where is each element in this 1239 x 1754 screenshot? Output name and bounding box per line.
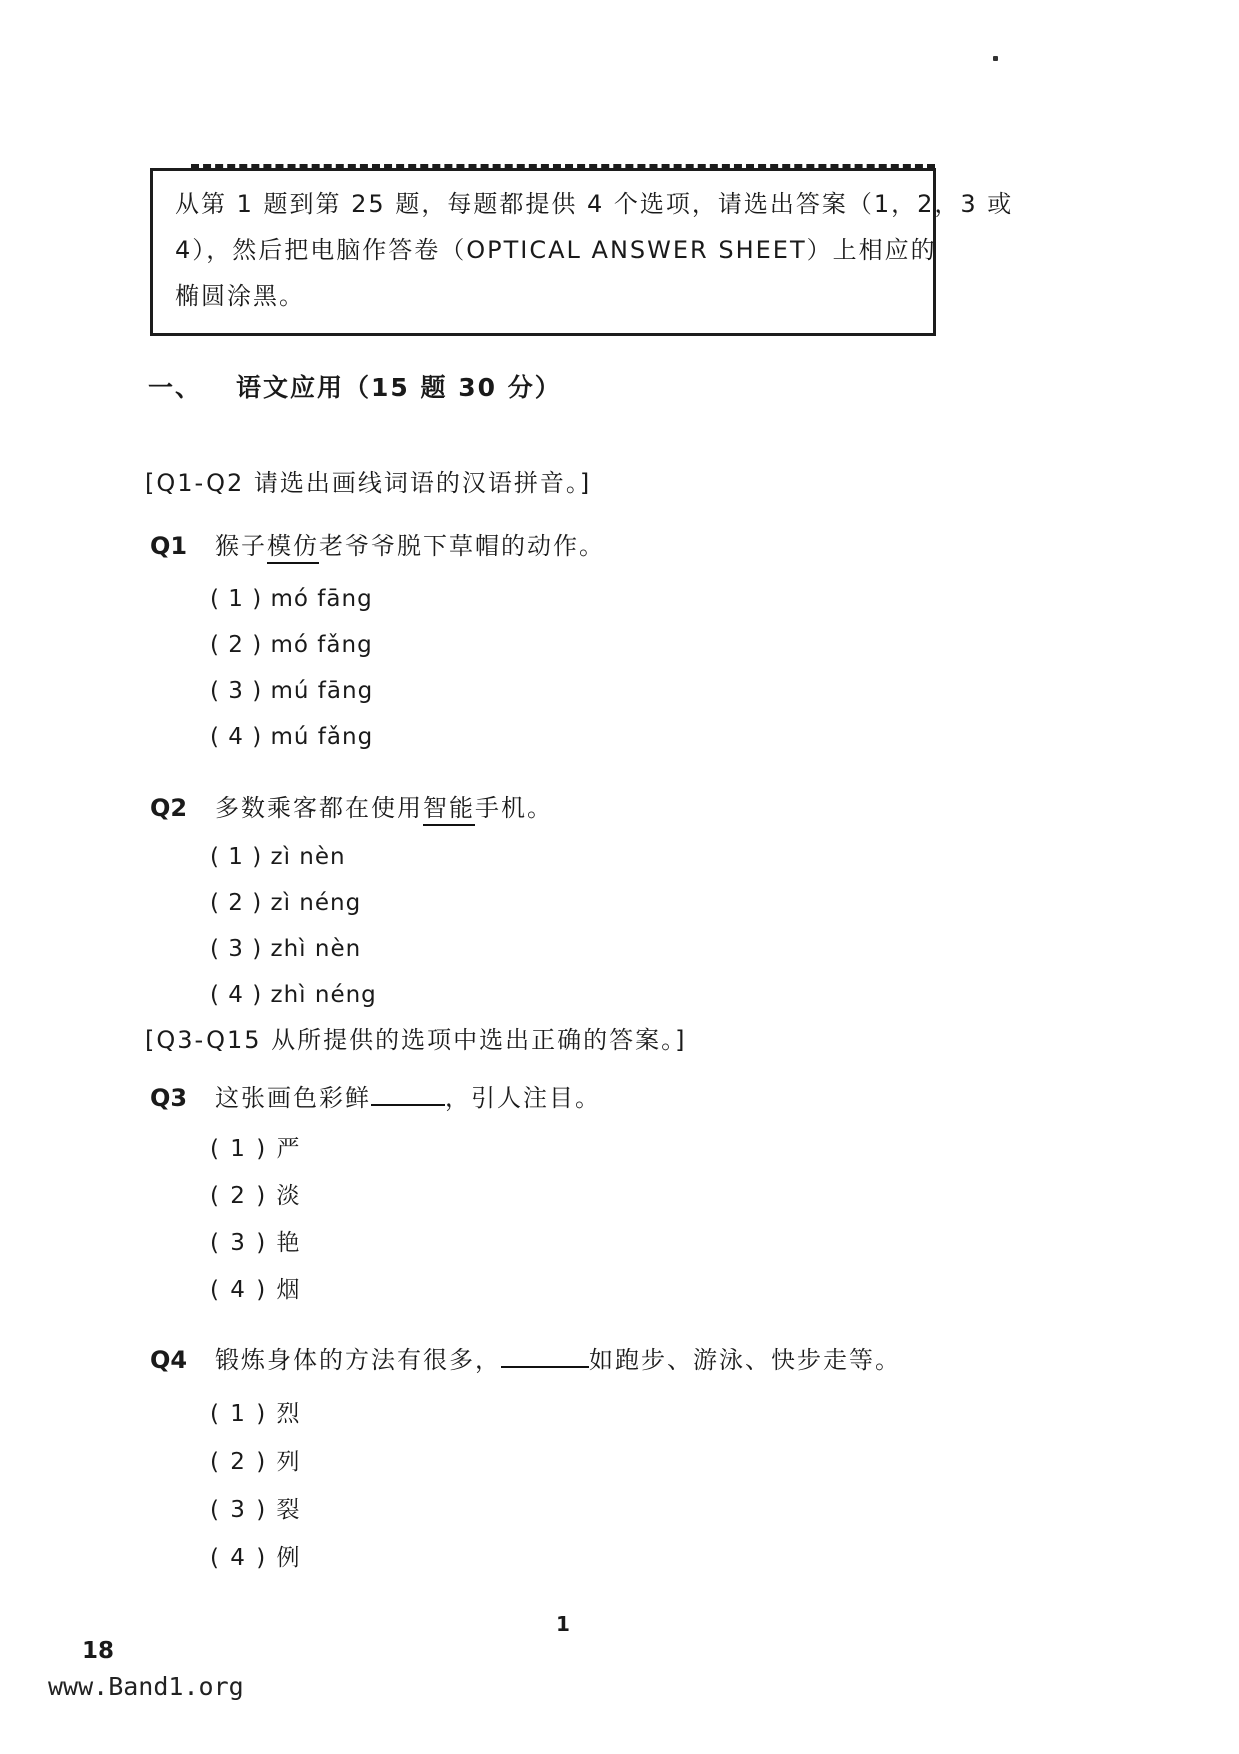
question-row-q2 [150,788,553,823]
option-item: ( 4 ) 烟 [210,1277,302,1303]
instruction-line: 从第 1 题到第 25 题，每题都提供 4 个选项，请选出答案（1，2，3 或 [175,190,1014,218]
question-text: 老爷爷脱下草帽的动作。 [319,532,605,560]
question-text: 手机。 [475,794,553,822]
question-text: 多数乘客都在使用 [215,794,423,822]
options-list-q3 [210,1126,302,1314]
instruction-line: 4），然后把电脑作答卷（OPTICAL ANSWER SHEET）上相应的 [175,236,937,264]
option-item: ( 3 ) 裂 [210,1497,302,1523]
question-label: Q3 [150,1084,188,1112]
group-instruction-q1-q2: [Q1-Q2 请选出画线词语的汉语拼音。] [145,469,592,497]
question-label: Q4 [150,1346,188,1374]
option-item: ( 1 ) 烈 [210,1401,302,1427]
underlined-word: 模仿 [267,532,319,564]
section-numeral: 一、 [148,373,203,402]
instruction-box [150,168,1014,336]
option-item: ( 3 ) zhì nèn [210,936,362,962]
corner-page-number: 18 [82,1638,115,1664]
option-item: ( 2 ) mó fǎng [210,632,373,658]
page-number: 1 [556,1612,570,1636]
website-url: www.Band1.org [48,1672,244,1701]
option-item: ( 3 ) mú fāng [210,678,374,704]
question-text: ，引人注目。 [445,1084,601,1112]
options-list-q4 [210,1390,302,1582]
question-label: Q1 [150,532,188,560]
option-item: ( 3 ) 艳 [210,1230,302,1256]
option-item: ( 1 ) zì nèn [210,844,346,870]
question-row-q3 [150,1078,601,1113]
group-instruction-q3-q15: [Q3-Q15 从所提供的选项中选出正确的答案。] [145,1026,687,1054]
options-list-q2 [210,834,377,1018]
option-item: ( 2 ) 列 [210,1449,302,1475]
question-text: 如跑步、游泳、快步走等。 [589,1346,901,1374]
options-list-q1 [210,576,373,760]
option-item: ( 2 ) zì néng [210,890,362,916]
option-item: ( 4 ) zhì néng [210,982,377,1008]
question-text: 锻炼身体的方法有很多， [215,1346,501,1374]
question-text: 猴子 [215,532,267,560]
underlined-word: 智能 [423,794,475,826]
option-item: ( 4 ) mú fǎng [210,724,374,750]
fill-in-blank [501,1342,589,1368]
question-row-q1 [150,526,605,561]
instruction-line: 椭圆涂黑。 [175,282,305,310]
option-item: ( 1 ) 严 [210,1136,302,1162]
question-text: 这张画色彩鲜 [215,1084,371,1112]
option-item: ( 1 ) mó fāng [210,586,373,612]
section-title: 语文应用（15 题 30 分） [236,373,562,402]
option-item: ( 2 ) 淡 [210,1183,302,1209]
scan-artifact-dot [993,56,998,61]
question-label: Q2 [150,794,188,822]
question-row-q4 [150,1340,901,1375]
option-item: ( 4 ) 例 [210,1545,302,1571]
section-heading [148,368,562,404]
fill-in-blank [371,1080,445,1106]
